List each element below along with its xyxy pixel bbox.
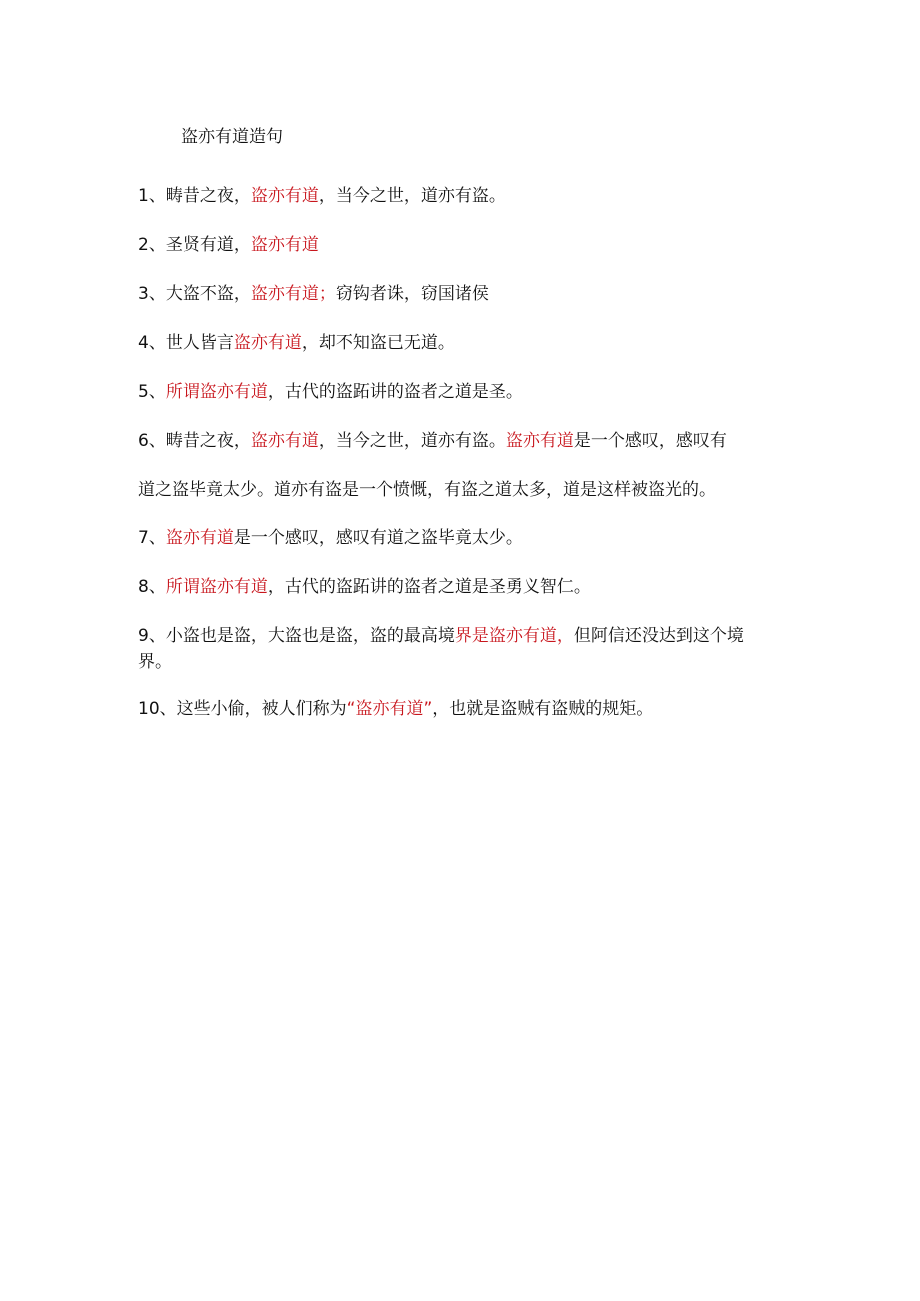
sentence-text: 6、畴昔之夜，: [138, 431, 251, 451]
sentence-line: [138, 696, 653, 722]
sentence-text: 是一个感叹，感叹有道之盗毕竟太少。: [233, 528, 523, 548]
sentence-text: 道之盗毕竟太少。道亦有盗是一个愤慨，有盗之道太多，道是这样被盗光的。: [138, 480, 716, 500]
sentence-text: 3、大盗不盗，: [138, 284, 251, 304]
sentence-line: [138, 623, 744, 649]
highlighted-phrase: 盗亦有道: [250, 431, 319, 451]
highlighted-phrase: 所谓盗亦有道: [165, 577, 268, 597]
highlighted-phrase: ，: [556, 626, 574, 646]
sentence-text: ，也就是盗贼有盗贼的规矩。: [432, 699, 654, 719]
sentence-text: 10、这些小偷，被人们称为: [138, 699, 347, 719]
highlighted-phrase: 盗亦有道: [505, 431, 574, 451]
sentence-text: ，却不知盗已无道。: [301, 333, 455, 353]
document-title: 盗亦有道造句: [181, 127, 283, 147]
sentence-text: ，古代的盗跖讲的盗者之道是圣勇义智仁。: [267, 577, 591, 597]
sentence-line: [138, 281, 489, 307]
sentence-text: 2、圣贤有道，: [138, 235, 251, 255]
sentence-text: ，当今之世，道亦有盗。: [318, 186, 506, 206]
sentence-text: 4、世人皆言: [138, 333, 234, 353]
sentence-line: [138, 574, 591, 600]
sentence-text: 8、: [138, 577, 166, 597]
highlighted-phrase: ；: [318, 284, 336, 304]
sentence-line: [138, 477, 716, 503]
sentence-text: 1、畴昔之夜，: [138, 186, 251, 206]
sentence-line: [138, 649, 172, 675]
sentence-text: 9、小盗也是盗，大盗也是盗，盗的最高境: [138, 626, 455, 646]
highlighted-phrase: “盗亦有道”: [346, 699, 433, 719]
sentence-line: [138, 183, 506, 209]
sentence-text: ，古代的盗跖讲的盗者之道是圣。: [267, 382, 523, 402]
sentence-text: 7、: [138, 528, 166, 548]
sentence-text: 窃钩者诛，窃国诸侯: [335, 284, 489, 304]
highlighted-phrase: 盗亦有道: [250, 284, 319, 304]
highlighted-phrase: 盗亦有道: [250, 186, 319, 206]
sentence-line: [138, 232, 319, 258]
sentence-text: 是一个感叹，感叹有: [573, 431, 727, 451]
sentence-text: 5、: [138, 382, 166, 402]
sentence-line: [138, 330, 455, 356]
sentence-line: [138, 428, 727, 454]
highlighted-phrase: 盗亦有道: [165, 528, 234, 548]
sentence-text: ，当今之世，道亦有盗。: [318, 431, 506, 451]
highlighted-phrase: 盗亦有道: [250, 235, 319, 255]
highlighted-phrase: 盗亦有道: [233, 333, 302, 353]
sentence-text: 界。: [138, 652, 172, 672]
sentence-text: 但阿信还没达到这个境: [573, 626, 744, 646]
sentence-line: [138, 525, 523, 551]
highlighted-phrase: 所谓盗亦有道: [165, 382, 268, 402]
highlighted-phrase: 界是盗亦有道: [454, 626, 557, 646]
sentence-line: [138, 379, 523, 405]
